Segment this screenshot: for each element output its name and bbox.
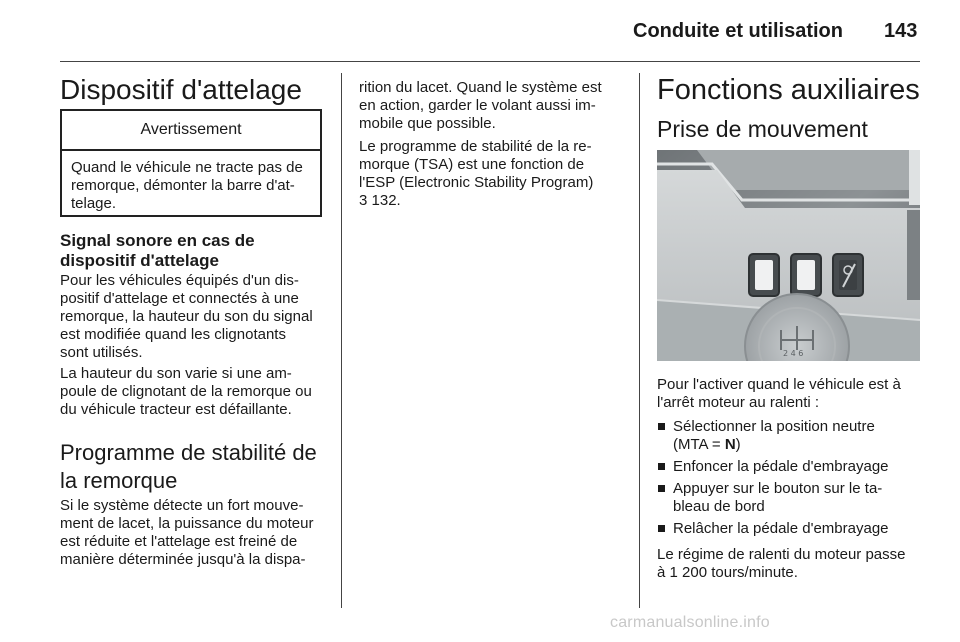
paragraph-signal-2: [60, 365, 330, 419]
text-line: est modifiée quand les clignotants: [60, 326, 286, 343]
page-number: 143: [884, 20, 918, 42]
subheading-prise-de-mouvement: Prise de mouvement: [657, 116, 868, 142]
text-line: l'ESP (Electronic Stability Program): [359, 174, 594, 191]
section-heading-fonctions-auxiliaires: Fonctions auxiliaires: [657, 74, 920, 106]
warning-text: [62, 151, 320, 213]
text-line: du véhicule tracteur est défaillante.: [60, 401, 292, 418]
warning-line: Quand le véhicule ne tracte pas de: [71, 159, 303, 176]
bullet-square-icon: [658, 525, 665, 532]
text-line: Pour les véhicules équipés d'un dis-: [60, 272, 299, 289]
text-line: Pour l'activer quand le véhicule est à: [657, 376, 901, 393]
gear-numbers-label: 2 4 6: [783, 349, 804, 358]
paragraph-signal-1: [60, 272, 330, 362]
column-divider-1: [341, 73, 342, 608]
text-line: La hauteur du son varie si une am-: [60, 365, 292, 382]
text-line: à 1 200 tours/minute.: [657, 564, 798, 581]
list-item: [657, 480, 925, 516]
text-line: l'arrêt moteur au ralenti :: [657, 394, 820, 411]
paragraph-activation-intro: [657, 376, 925, 412]
dashboard-photo: [657, 150, 920, 361]
subheading-line: Signal sonore en cas de: [60, 231, 255, 250]
text-line: est réduite et l'attelage est freiné de: [60, 533, 298, 550]
column-divider-2: [639, 73, 640, 608]
text-line: ment de lacet, la puissance du moteur: [60, 515, 314, 532]
text-line: Si le système détecte un fort mouve-: [60, 497, 304, 514]
paragraph-tsp-1: [60, 497, 330, 569]
text-line: mobile que possible.: [359, 115, 496, 132]
text-line: Appuyer sur le bouton sur le ta-: [673, 480, 883, 497]
text-line: Relâcher la pédale d'embrayage: [673, 520, 889, 537]
warning-line: remorque, démonter la barre d'at-: [71, 177, 295, 194]
text-line: en action, garder le volant aussi im-: [359, 97, 596, 114]
text-line: Enfoncer la pédale d'embrayage: [673, 458, 889, 475]
dashboard-photo-svg: [657, 150, 920, 361]
reference-arrow-icon: 3: [359, 192, 368, 209]
text-line: positif d'attelage et connectés à une: [60, 290, 299, 307]
subheading-line: dispositif d'attelage: [60, 251, 219, 270]
text-line: bleau de bord: [673, 498, 765, 515]
list-item: [657, 458, 925, 476]
bullet-square-icon: [658, 485, 665, 492]
text-line: Le régime de ralenti du moteur passe: [657, 546, 906, 563]
text-line: morque (TSA) est une fonction de: [359, 156, 585, 173]
page-reference[interactable]: [359, 192, 629, 210]
list-item: [657, 418, 925, 454]
section-heading-dispositif-attelage: Dispositif d'attelage: [60, 74, 302, 105]
reference-page: 132.: [371, 192, 401, 209]
text-line: sont utilisés.: [60, 344, 143, 361]
header-rule: [60, 61, 920, 62]
text-line: Le programme de stabilité de la re-: [359, 138, 592, 155]
bullet-square-icon: [658, 423, 665, 430]
warning-box: [60, 109, 322, 217]
running-header-title: Conduite et utilisation: [633, 20, 843, 42]
text-line: poule de clignotant de la remorque ou: [60, 383, 312, 400]
text-line: remorque, la hauteur du son du signal: [60, 308, 313, 325]
list-item: [657, 520, 925, 538]
text-line: (MTA = N): [673, 436, 741, 453]
heading-line: Programme de stabilité de: [60, 440, 317, 465]
heading-line: la remorque: [60, 468, 178, 493]
paragraph-tsa: [359, 138, 629, 210]
watermark: carmanualsonline.info: [610, 614, 770, 631]
text-line: rition du lacet. Quand le système est: [359, 79, 602, 96]
instruction-list: [657, 418, 925, 542]
subheading-signal-sonore: [60, 231, 255, 271]
warning-line: telage.: [71, 195, 117, 212]
text-line: Sélectionner la position neutre: [673, 418, 875, 435]
paragraph-idle-speed: [657, 546, 925, 582]
text-line: manière déterminée jusqu'à la dispa-: [60, 551, 306, 568]
neutral-gear-label: N: [724, 436, 736, 453]
section-heading-stabilite-remorque: [60, 439, 317, 495]
paragraph-tsp-continued: [359, 79, 629, 133]
warning-title: Avertissement: [62, 111, 320, 151]
bullet-square-icon: [658, 463, 665, 470]
